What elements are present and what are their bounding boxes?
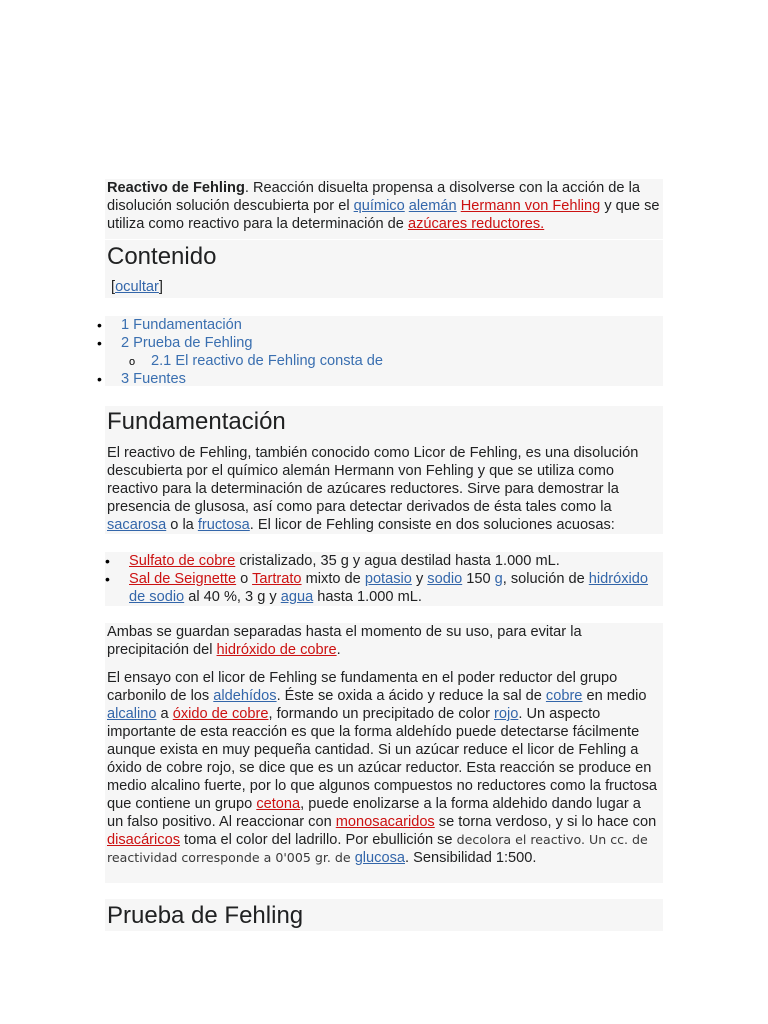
link-g[interactable]: g: [494, 571, 503, 587]
link-monosacaridos[interactable]: monosacaridos: [335, 814, 435, 830]
link-cobre[interactable]: cobre: [545, 688, 583, 704]
link-sacarosa[interactable]: sacarosa: [107, 517, 167, 533]
ens-text-4: a: [156, 706, 173, 722]
link-glucosa[interactable]: glucosa: [354, 850, 405, 866]
ens-text-7: , puede enolizarse a la forma aldehido dando lugar a un falso positivo. Al reaccionar con: [107, 796, 641, 830]
link-oxido-de-cobre[interactable]: óxido de cobre: [172, 706, 269, 722]
intro-text-2: y que se utiliza como reactivo para la determinación de: [107, 198, 660, 232]
toc-toggle: [107, 278, 661, 296]
solution-item-1: [129, 552, 661, 570]
ambas-text-end: .: [336, 642, 341, 658]
link-aleman[interactable]: alemán: [408, 198, 457, 214]
link-fructosa[interactable]: fructosa: [197, 517, 250, 533]
ens-text-3: en medio: [582, 688, 647, 704]
ens-text-1: El ensayo con el licor de Fehling se fundamenta en el poder reductor del grupo carbonilo de los: [107, 670, 618, 704]
link-sodio[interactable]: sodio: [427, 571, 463, 587]
toc-link-1[interactable]: 1 Fundamentación: [121, 317, 242, 333]
link-sulfato-de-cobre[interactable]: Sulfato de cobre: [129, 553, 236, 569]
prueba-section: [105, 899, 663, 931]
prueba-title: Prueba de Fehling: [107, 902, 304, 929]
fundamentacion-paragraph: [107, 444, 661, 534]
toc-list: [105, 316, 663, 386]
fund-text-1: El reactivo de Fehling, también conocido como Licor de Fehling, es una disolución descubierta por el químico alemán Hermann von Fehling y que se utiliza como reactivo para la determinación de azúcares reductores. Sirve para demostrar la presencia de glusosa, así como para detectar derivados de ésta tales como la: [107, 445, 639, 515]
link-potasio[interactable]: potasio: [364, 571, 412, 587]
link-cetona[interactable]: cetona: [256, 796, 301, 812]
ens-text-8: se torna verdoso, y si lo hace con: [434, 814, 657, 830]
toc-item-fundamentacion[interactable]: [121, 316, 661, 334]
toc-hide-link[interactable]: ocultar: [115, 279, 159, 295]
ensayo-paragraph: [107, 669, 661, 867]
ensayo-section: [105, 623, 663, 883]
ens-text-9: toma el color del ladrillo. Por ebullición se: [180, 832, 457, 848]
bracket-open: [: [111, 279, 116, 295]
contenido-title: Contenido: [107, 243, 217, 270]
toc-link-2[interactable]: 2 Prueba de Fehling: [121, 335, 253, 351]
fundamentacion-title: Fundamentación: [107, 408, 286, 435]
ambas-paragraph: [107, 623, 661, 659]
link-hidroxido-de-sodio[interactable]: hidróxido de sodio: [129, 571, 649, 605]
link-sal-de-seignette[interactable]: Sal de Seignette: [129, 571, 237, 587]
link-alcalino[interactable]: alcalino: [107, 706, 157, 722]
link-tartrato[interactable]: Tartrato: [252, 571, 302, 587]
ens-text-10: decolora el reactivo. Un cc. de reactividad corresponde a 0'005 gr. de: [107, 832, 648, 865]
toc-link-3[interactable]: 3 Fuentes: [121, 371, 186, 387]
ens-text-6: . Un aspecto importante de esta reacción es que la forma aldehído puede detectarse fácilmente aunque exista en muy pequeña cantidad. Si un azúcar reduce el licor de Fehling a óxido de cobre rojo, se dice que es un azúcar reductor. Esta reacción se produce en medio alcalino fuerte, por lo que algunos compuestos no reductores como la fructosa que contiene un grupo: [107, 706, 658, 812]
link-hidroxido-de-cobre[interactable]: hidróxido de cobre: [216, 642, 337, 658]
link-hermann-von-fehling[interactable]: Hermann von Fehling: [460, 198, 601, 214]
link-agua[interactable]: agua: [280, 589, 314, 605]
solution-item-2: [129, 570, 661, 606]
sol-2-text-e: , solución de: [502, 571, 589, 587]
ens-text-5: , formando un precipitado de color: [268, 706, 495, 722]
ambas-text: Ambas se guardan separadas hasta el momento de su uso, para evitar la precipitación del: [107, 624, 582, 658]
link-disacaricos[interactable]: disacáricos: [107, 832, 180, 848]
sol-2-text-g: hasta 1.000 mL.: [313, 589, 422, 605]
bracket-close: ]: [158, 279, 163, 295]
link-rojo[interactable]: rojo: [494, 706, 519, 722]
sol-2-text-d: 150: [462, 571, 495, 587]
link-aldehidos[interactable]: aldehídos: [213, 688, 277, 704]
fundamentacion-section: [105, 406, 663, 534]
sol-2-text-a: o: [236, 571, 253, 587]
ens-text-11: . Sensibilidad 1:500.: [405, 850, 537, 866]
contenido-box: [105, 240, 663, 298]
ens-text-2: . Éste se oxida a ácido y reduce la sal de: [276, 688, 546, 704]
toc-item-prueba[interactable]: [121, 334, 661, 352]
sol-2-text-c: y: [411, 571, 428, 587]
toc-item-fuentes[interactable]: [121, 370, 661, 388]
fund-text-2: o la: [166, 517, 198, 533]
intro-text: . Reacción disuelta propensa a disolverse con la acción de la disolución solución descubierta por el: [107, 180, 640, 214]
toc-item-reactivo-consta[interactable]: [151, 352, 661, 370]
fund-text-3: . El licor de Fehling consiste en dos soluciones acuosas:: [249, 517, 615, 533]
intro-term: Reactivo de Fehling: [107, 180, 245, 196]
toc-link-2-1[interactable]: 2.1 El reactivo de Fehling consta de: [151, 353, 384, 369]
link-azucares-reductores[interactable]: azúcares reductores.: [407, 216, 545, 232]
sol-2-text-b: mixto de: [301, 571, 365, 587]
intro-paragraph: [105, 179, 663, 239]
solution-1-text: cristalizado, 35 g y agua destilad hasta 1.000 mL.: [235, 553, 560, 569]
solutions-list: [105, 552, 663, 606]
link-quimico[interactable]: químico: [353, 198, 405, 214]
sol-2-text-f: al 40 %, 3 g y: [184, 589, 281, 605]
